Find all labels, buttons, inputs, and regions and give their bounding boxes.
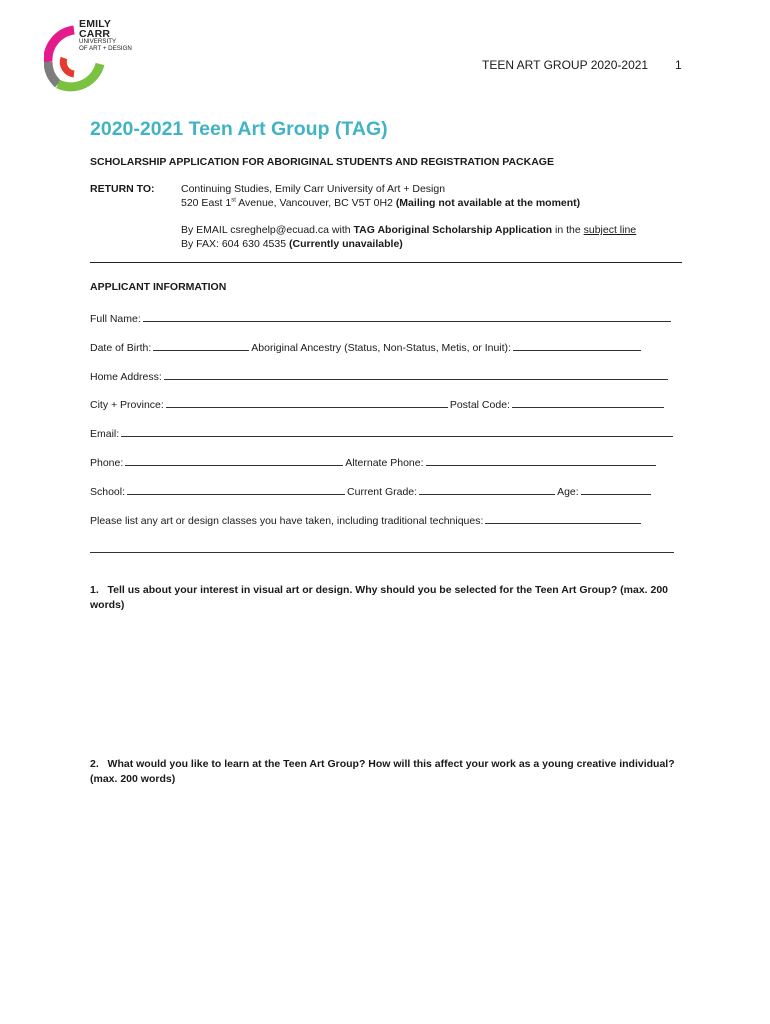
email-text-2: in the [552,224,584,236]
email-text: By EMAIL csreghelp@ecuad.ca with [181,224,354,236]
ancestry-field[interactable] [513,340,641,351]
question-2-text: What would you like to learn at the Teen Art Group? How will this affect your work as a young creative individual? (max. 200 words) [90,758,675,785]
fax-text: By FAX: 604 630 4535 [181,238,289,250]
classes-label: Please list any art or design classes you have taken, including traditional techniques: [90,515,484,527]
school-label: School: [90,486,126,498]
city-label: City + Province: [90,399,164,411]
question-1-number: 1. [90,584,99,596]
full-name-field[interactable] [143,311,671,322]
email-subject: TAG Aboriginal Scholarship Application [353,224,553,236]
grade-field[interactable] [419,484,555,495]
question-2 [90,757,680,786]
address-ordinal: st [231,197,236,204]
return-address-line2 [181,197,580,209]
logo-arc-grey [48,62,58,84]
full-name-label: Full Name: [90,313,141,325]
logo-line-university: UNIVERSITY [79,38,117,45]
address-street: 520 East 1 [181,197,232,209]
email-field[interactable] [121,426,673,437]
ancestry-label: Aboriginal Ancestry (Status, Non-Status, Metis, or Inuit): [251,342,511,354]
question-1-text: Tell us about your interest in visual art or design. Why should you be selected for the Teen Art Group? (max. 200 words) [90,584,669,611]
applicant-heading: APPLICANT INFORMATION [90,281,227,293]
phone-label: Phone: [90,457,124,469]
classes-field[interactable] [485,513,641,524]
postal-label: Postal Code: [449,399,510,411]
logo-wordmark [79,19,111,39]
logo-arc-red [63,58,74,74]
logo-line-carr: CARR [79,28,111,40]
page-number: 1 [675,58,682,72]
fax-instructions [181,238,403,250]
classes-row-2 [90,542,676,556]
alt-phone-label: Alternate Phone: [345,457,424,469]
dob-label: Date of Birth: [90,342,152,354]
phone-field[interactable] [125,455,343,466]
section-divider [90,262,682,263]
school-row [90,484,653,498]
email-instructions [181,224,636,236]
email-row [90,426,675,440]
dob-row [90,340,643,354]
running-title: TEEN ART GROUP 2020-2021 [482,58,649,72]
question-2-number: 2. [90,758,99,770]
return-address-line1: Continuing Studies, Emily Carr University of Art + Design [181,183,446,195]
classes-row [90,513,643,527]
dob-field[interactable] [153,340,249,351]
postal-field[interactable] [512,397,664,408]
page-subtitle: SCHOLARSHIP APPLICATION FOR ABORIGINAL STUDENTS AND REGISTRATION PACKAGE [90,156,554,168]
age-field[interactable] [581,484,651,495]
address-field[interactable] [164,369,668,380]
page-title: 2020-2021 Teen Art Group (TAG) [90,118,388,140]
grade-label: Current Grade: [347,486,418,498]
subject-line-link: subject line [583,224,637,236]
fax-note: (Currently unavailable) [289,238,403,250]
phone-row [90,455,658,469]
full-name-row [90,311,673,325]
address-label: Home Address: [90,371,162,383]
mailing-note: (Mailing not available at the moment) [395,197,581,209]
email-label: Email: [90,428,120,440]
alt-phone-field[interactable] [426,455,656,466]
logo-subtext [79,39,132,52]
question-1 [90,583,680,612]
age-label: Age: [557,486,579,498]
return-to-label: RETURN TO: [90,183,155,195]
address-row [90,369,670,383]
classes-field-2[interactable] [90,542,674,553]
logo-line-emily: EMILY [79,18,112,30]
logo-line-art-design: OF ART + DESIGN [79,44,132,52]
school-field[interactable] [127,484,345,495]
city-row [90,397,666,411]
address-city: Avenue, Vancouver, BC V5T 0H2 [235,197,396,209]
city-field[interactable] [166,397,448,408]
